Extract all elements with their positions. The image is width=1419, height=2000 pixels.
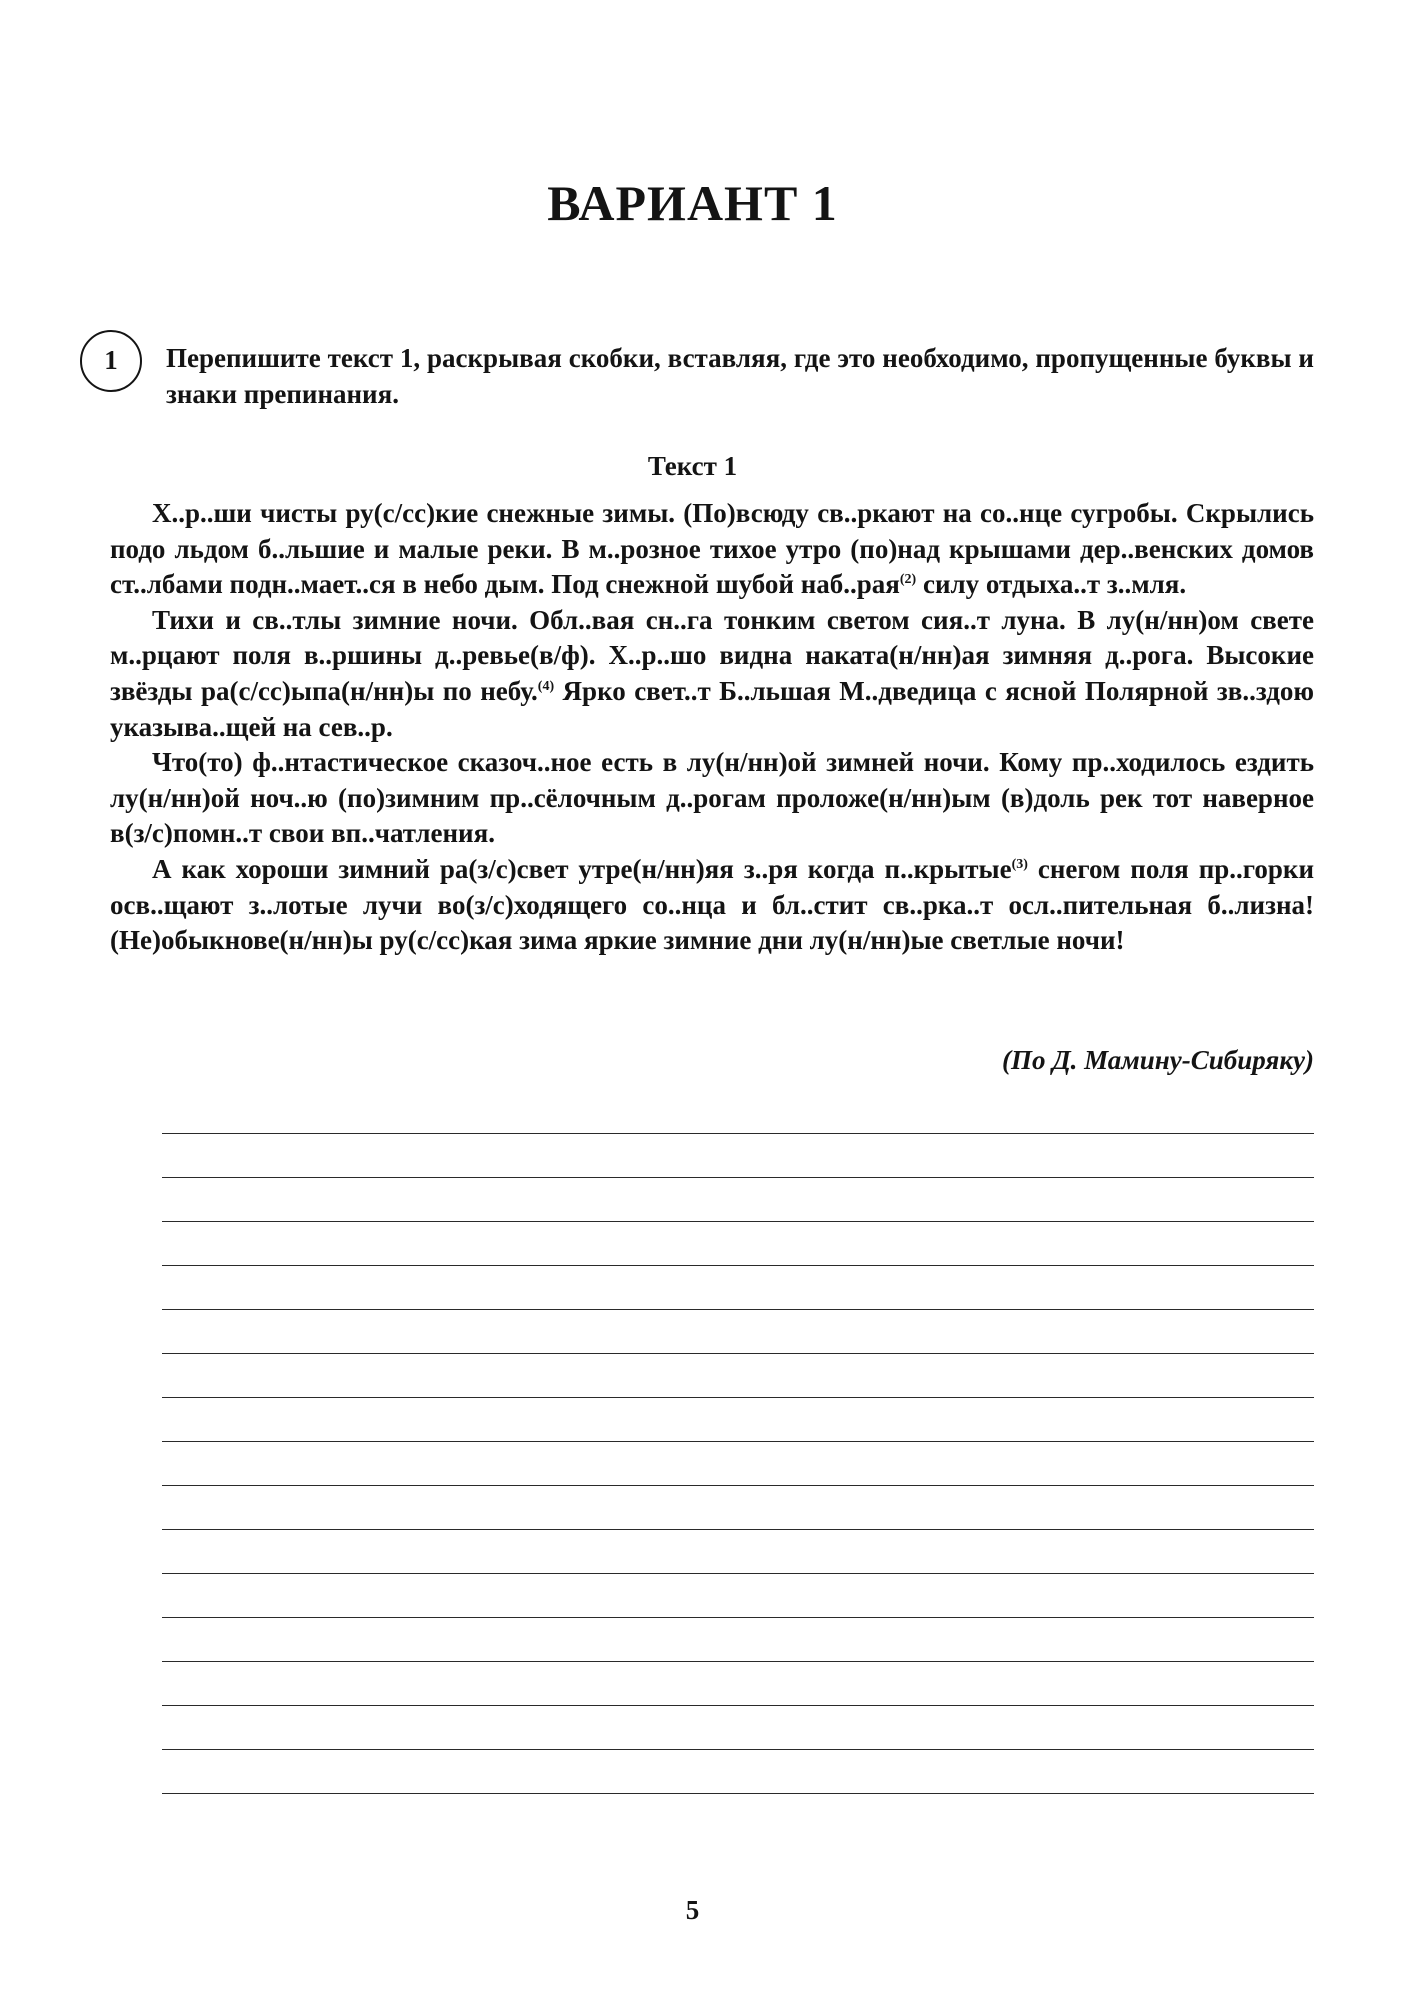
answer-line[interactable] — [162, 1090, 1314, 1134]
answer-line[interactable] — [162, 1618, 1314, 1662]
answer-line[interactable] — [162, 1354, 1314, 1398]
answer-line[interactable] — [162, 1662, 1314, 1706]
footnote-mark: (2) — [899, 572, 917, 588]
answer-line[interactable] — [162, 1266, 1314, 1310]
answer-line[interactable] — [162, 1178, 1314, 1222]
answer-line[interactable] — [162, 1134, 1314, 1178]
task-number-circle: 1 — [80, 330, 142, 392]
answer-line[interactable] — [162, 1442, 1314, 1486]
footnote-mark: (4) — [537, 678, 555, 694]
answer-line[interactable] — [162, 1310, 1314, 1354]
answer-line[interactable] — [162, 1530, 1314, 1574]
answer-line[interactable] — [162, 1398, 1314, 1442]
text-title: Текст 1 — [647, 451, 738, 481]
page-number: 5 — [685, 1895, 700, 1925]
paragraph-2: Тихи и св..тлы зимние ночи. Обл..вая сн..га тонким светом сия..т луна. В лу(н/нн)ом свете м..рцают поля в..ршины д..ревье(в/ф). Х..р..шо видна наката(н/нн)ая зимняя д..рога. Высокие звёзды ра(с/сс)ыпа(н/нн)ы по небу.$^{(4)}$ Ярко свет..т Б..льшая М..дведица с ясной Полярной зв..здою указыва..щей на сев..р. — [110, 604, 1314, 742]
variant-title: ВАРИАНТ 1 — [547, 175, 838, 231]
answer-line[interactable] — [162, 1706, 1314, 1750]
answer-line[interactable] — [162, 1486, 1314, 1530]
answer-lines[interactable] — [162, 1090, 1314, 1794]
paragraph-4: А как хороши зимний ра(з/с)свет утре(н/нн)яя з..ря когда п..крытые$^{(3)}$ снегом поля пр..горки осв..щают з..лотые лучи во(з/с)ходящего со..нца и бл..стит св..рка..т осл..пительная б..лизна! (Не)обыкнове(н/нн)ы ру(с/сс)кая зима яркие зимние дни лу(н/нн)ые светлые ночи! — [110, 853, 1314, 956]
paragraph-1: Х..р..ши чисты ру(с/сс)кие снежные зимы. (По)всюду св..ркают на со..нце сугробы. Скрылись подо льдом б..льшие и малые реки. В м..розное тихое утро (по)над крышами дер..венских домов ст..лбами подн..мает..ся в небо дым. Под снежной шубой наб..рая$^{(2)}$ силу отдыха..т з..мля. — [110, 498, 1314, 600]
paragraph-3: Что(то) ф..нтастическое сказоч..ное есть в лу(н/нн)ой зимней ночи. Кому пр..ходилось ездить лу(н/нн)ой ноч..ю (по)зимним пр..сёлочным д..рогам проложе(н/нн)ым (в)доль рек тот наверное в(з/с)помн..т свои вп..чатления. — [110, 747, 1314, 849]
source-attribution: (По Д. Мамину-Сибиряку) — [1001, 1045, 1314, 1075]
answer-line[interactable] — [162, 1750, 1314, 1794]
footnote-mark: (3) — [1011, 856, 1028, 872]
answer-line[interactable] — [162, 1574, 1314, 1618]
text-body — [110, 496, 1314, 959]
answer-line[interactable] — [162, 1222, 1314, 1266]
task-instruction: Перепишите текст 1, раскрывая скобки, вставляя, где это необходимо, пропущенные буквы и знаки препинания. — [166, 343, 1314, 409]
